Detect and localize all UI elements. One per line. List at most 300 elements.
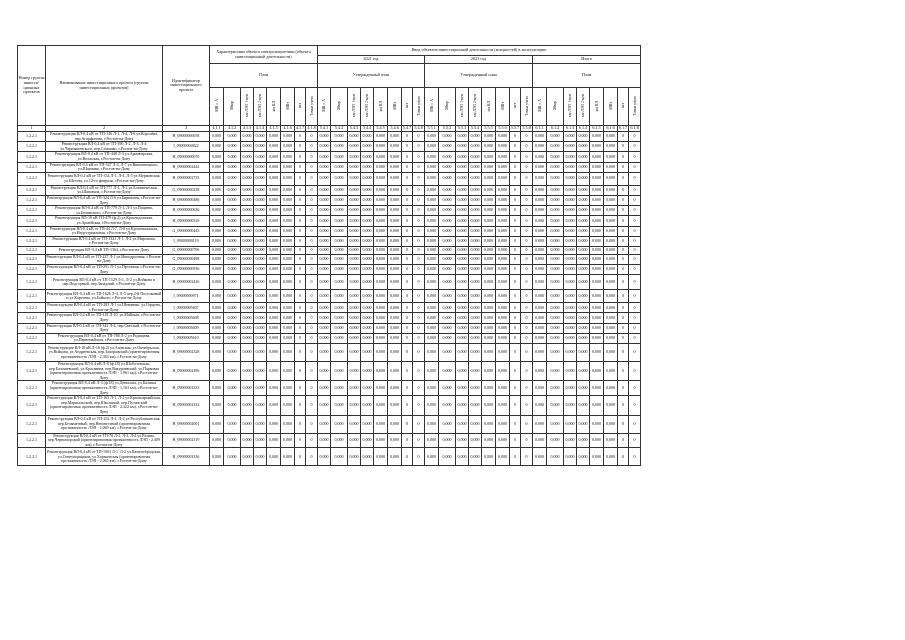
row-group: 1.2.2.1 [18,448,46,466]
row-value: 0,000 [439,216,456,226]
row-value: 0 [295,433,306,448]
row-value: 0 [295,236,306,246]
header-unit-text: МВт [608,101,613,110]
row-value: 0,000 [577,132,590,142]
row-value: 0 [521,323,533,333]
row-value: 0 [402,381,413,396]
row-value: 0,000 [496,333,510,343]
row-value: 0,000 [604,362,618,381]
row-value: 0,000 [224,206,241,216]
row-group: 1.2.2.1 [18,236,46,246]
row-value: 0 [629,275,641,290]
row-value: 0,000 [469,132,482,142]
row-value: 0,000 [577,152,590,162]
row-value: 0,000 [267,185,281,195]
row-value: 0,000 [348,216,361,226]
row-value: 0 [510,206,521,216]
row-value: 0,000 [374,226,388,236]
row-value: 0,000 [331,275,348,290]
row-value: 0,000 [469,226,482,236]
row-value: 0,000 [210,381,224,396]
header-unit [439,88,456,126]
header-unit-text: Мвар [445,101,449,111]
row-value: 0,000 [604,275,618,290]
row-value: 0,000 [281,162,295,172]
row-value: 0 [618,236,629,246]
row-value: 0 [629,162,641,172]
row-value: 0,000 [361,185,374,195]
row-value: 0,000 [241,333,254,343]
row-project-id: I_09000005608 [163,313,210,323]
row-value: 0,000 [604,185,618,195]
header-unit [348,88,361,126]
row-value: 0,000 [564,290,577,303]
row-group: 1.2.2.1 [18,344,46,362]
row-value: 0 [295,206,306,216]
row-value: 0,000 [318,433,331,448]
row-value: 0 [295,290,306,303]
header-column-number: 5.4.2 [331,126,348,132]
row-project-name: Реконструкция ВЛ-10 кВ Л-16 (ф.2) ул.Азовская, ул.Октябрьская, ул.Войкова, ул.Андреевская, пер.Запорожский (ориентировочная протяженность ЛЭП - 2,363 км), г.Ростов-на-Дону [46,344,163,362]
row-value: 0,000 [577,275,590,290]
row-value: 0 [510,142,521,152]
row-value: 0,000 [439,246,456,254]
row-value: 0,000 [388,195,402,205]
header-plan-2: План [533,64,641,88]
row-value: 0 [402,323,413,333]
row-value: 0,000 [210,448,224,466]
row-value: 0,000 [496,236,510,246]
header-column-number: 5.4.3 [348,126,361,132]
row-value: 0,000 [590,142,604,152]
row-value: 0,000 [439,265,456,275]
row-value: 0 [510,396,521,415]
row-value: 0,000 [361,195,374,205]
row-value: 0,000 [267,162,281,172]
row-value: 0,000 [469,396,482,415]
row-value: 0,000 [482,275,496,290]
row-project-id: H_09000002333 [163,381,210,396]
row-project-id: I_09000000119 [163,236,210,246]
row-value: 0,000 [331,433,348,448]
row-value: 0 [629,362,641,381]
row-value: 0 [413,246,425,254]
header-unit-text: км ЛЭП 1-цеп [245,94,249,118]
row-value: 0,000 [318,236,331,246]
row-value: 0,000 [425,246,439,254]
row-value: 0,000 [318,206,331,216]
row-value: 0,000 [374,396,388,415]
row-value: 0,000 [456,132,469,142]
row-value: 0,000 [318,142,331,152]
row-value: 0 [521,206,533,216]
row-value: 0 [413,313,425,323]
row-value: 0,000 [267,323,281,333]
row-value: 0 [510,132,521,142]
row-value: 0,000 [281,265,295,275]
row-value: 0,000 [547,303,564,313]
row-value: 0 [306,152,318,162]
row-value: 0,000 [482,448,496,466]
row-value: 0,000 [564,333,577,343]
row-value: 0,000 [496,303,510,313]
row-value: 0,000 [469,433,482,448]
row-value: 0 [295,246,306,254]
row-value: 0,000 [374,152,388,162]
row-value: 0 [521,254,533,264]
row-value: 0,000 [482,226,496,236]
row-value: 0,000 [547,216,564,226]
row-value: 0,000 [254,142,267,152]
row-value: 0 [510,236,521,246]
row-value: 0,000 [254,323,267,333]
row-value: 0,000 [267,216,281,226]
row-value: 0,000 [348,162,361,172]
row-value: 0 [295,195,306,205]
row-value: 0,000 [241,396,254,415]
row-project-id: H_09000002319 [163,433,210,448]
row-project-name: Реконструкция ВЛ-0,4 кВ от ТП-1626 Л-4, Л-5 пер.2-й Поселковый и ул.Картчева, ул.Бойкого, г.Ростов-на-Дону [46,290,163,303]
row-value: 0,000 [496,275,510,290]
row-value: 0,000 [254,226,267,236]
row-value: 0 [510,333,521,343]
row-value: 0,000 [267,362,281,381]
row-value: 0,000 [318,195,331,205]
row-value: 0 [618,313,629,323]
row-value: 0 [618,275,629,290]
row-value: 0,000 [547,185,564,195]
row-value: 0 [402,236,413,246]
row-value: 0,000 [388,381,402,396]
row-value: 0,000 [590,396,604,415]
table-row [18,333,641,343]
table-row [18,448,641,466]
row-value: 0,000 [254,303,267,313]
row-value: 0,000 [267,396,281,415]
row-value: 0,000 [388,246,402,254]
row-value: 0,000 [281,195,295,205]
header-unit [267,88,281,126]
table-row [18,275,641,290]
row-value: 0 [402,226,413,236]
row-value: 0,000 [388,396,402,415]
row-value: 0,000 [496,433,510,448]
row-value: 0,000 [361,216,374,226]
row-value: 0,000 [439,448,456,466]
row-project-id: H_09000000070 [163,152,210,162]
header-unit-text: шт [405,103,409,108]
row-value: 0,000 [254,448,267,466]
row-value: 0 [629,254,641,264]
header-unit-text: км ЛЭП 1-цеп [352,94,356,118]
row-value: 0,000 [210,206,224,216]
row-value: 0,000 [241,362,254,381]
row-value: 0,000 [241,132,254,142]
row-value: 0,000 [456,236,469,246]
header-column-number: 6.1.5 [590,126,604,132]
row-value: 0,000 [254,433,267,448]
table-row [18,206,641,216]
header-column-number: 1 [18,126,46,132]
row-value: 0,000 [210,254,224,264]
row-group: 1.2.2.1 [18,396,46,415]
row-value: 0,000 [482,362,496,381]
row-value: 0,000 [318,132,331,142]
row-value: 0,000 [254,290,267,303]
row-value: 0,000 [210,162,224,172]
row-value: 0,000 [241,142,254,152]
row-value: 0,000 [456,448,469,466]
row-value: 0 [306,265,318,275]
row-value: 0,000 [254,216,267,226]
table-row [18,172,641,185]
row-value: 0,000 [348,333,361,343]
row-value: 0 [413,185,425,195]
row-value: 0,000 [267,333,281,343]
row-value: 0,000 [533,415,547,433]
row-value: 0,000 [547,344,564,362]
row-value: 0,000 [496,226,510,236]
row-value: 0,000 [482,265,496,275]
row-value: 0,000 [361,448,374,466]
row-value: 0,000 [318,362,331,381]
row-value: 0 [618,396,629,415]
row-value: 0,000 [496,448,510,466]
row-value: 0,000 [564,142,577,152]
row-value: 0,000 [496,162,510,172]
row-project-name: Реконструкция ВЛ-0,4 кВ от ТП-779 Л-1, Л-3 ул.Пацаева, ул.Белинского, г.Ростов-на-Дону [46,206,163,216]
row-value: 0,000 [348,303,361,313]
row-value: 0 [510,381,521,396]
row-value: 0,000 [224,162,241,172]
header-total: Итого [533,56,641,64]
row-value: 0,000 [374,415,388,433]
header-project-id: Идентификатор инвестиционного проекта [163,46,210,126]
row-group: 1.2.2.1 [18,381,46,396]
header-unit [425,88,439,126]
header-column-number: 4.1.8 [307,125,316,131]
row-value: 0,000 [469,275,482,290]
row-value: 0 [618,415,629,433]
row-value: 0,000 [439,362,456,381]
row-value: 0,000 [496,142,510,152]
row-value: 0 [629,226,641,236]
row-value: 0,000 [254,236,267,246]
row-value: 0,000 [439,344,456,362]
row-value: 0,000 [564,433,577,448]
row-value: 0 [521,216,533,226]
row-value: 0,000 [210,185,224,195]
row-value: 0,000 [331,333,348,343]
row-value: 0 [413,162,425,172]
row-group: 1.2.2.1 [18,152,46,162]
row-value: 0,000 [331,415,348,433]
row-value: 0 [510,172,521,185]
row-value: 0 [413,216,425,226]
row-value: 0 [402,290,413,303]
row-value: 0,000 [577,433,590,448]
row-value: 0,000 [374,313,388,323]
row-value: 0,000 [425,313,439,323]
row-value: 0 [510,195,521,205]
row-value: 0,000 [318,323,331,333]
row-value: 0,000 [577,333,590,343]
row-value: 0,000 [331,246,348,254]
row-value: 0,000 [267,415,281,433]
row-value: 0,000 [547,162,564,172]
row-value: 0,000 [318,313,331,323]
row-value: 0,000 [425,275,439,290]
row-project-id: H_09000002442 [163,162,210,172]
row-value: 0,000 [533,381,547,396]
row-value: 0,000 [604,162,618,172]
row-value: 0,000 [374,433,388,448]
row-value: 0,000 [482,236,496,246]
row-value: 0,000 [439,333,456,343]
row-value: 0,000 [348,246,361,254]
row-value: 0,000 [425,433,439,448]
row-project-id: G_09000000443 [163,226,210,236]
row-value: 0 [402,254,413,264]
row-value: 0,000 [281,172,295,185]
row-value: 0 [413,206,425,216]
row-value: 0 [306,333,318,343]
row-value: 0,000 [456,265,469,275]
row-value: 0 [402,344,413,362]
row-value: 0 [510,185,521,195]
row-project-id: I_09000005607 [163,303,210,313]
row-value: 0,000 [533,195,547,205]
row-value: 0,000 [547,254,564,264]
row-value: 0,000 [267,172,281,185]
row-value: 0,000 [577,216,590,226]
row-value: 0,000 [361,323,374,333]
row-group: 1.2.2.1 [18,303,46,313]
row-project-id: H_09000000636 [163,206,210,216]
header-column-number: 5.5.7 [510,125,520,131]
row-value: 0 [413,448,425,466]
header-unit [374,88,388,126]
row-project-id: G_09000000796 [163,246,210,254]
row-value: 0,000 [439,396,456,415]
row-value: 0,000 [425,142,439,152]
row-value: 0 [618,185,629,195]
row-value: 0,000 [456,254,469,264]
row-value: 0,000 [254,162,267,172]
row-value: 0,000 [348,381,361,396]
row-value: 0,000 [482,313,496,323]
header-column-number: 6.1.3 [564,126,577,132]
row-value: 0,000 [456,206,469,216]
row-value: 0,000 [425,303,439,313]
row-group: 1.2.2.1 [18,433,46,448]
row-value: 0,000 [439,381,456,396]
row-value: 0 [306,303,318,313]
row-value: 0,000 [564,362,577,381]
row-value: 0 [306,448,318,466]
header-unit [496,88,510,126]
row-value: 0,000 [482,206,496,216]
row-value: 0,000 [564,162,577,172]
header-unit-text: км ЛЭП 2-цеп [473,94,477,118]
row-value: 0,000 [388,290,402,303]
header-column-number: 2 [46,126,163,132]
row-value: 0,000 [496,381,510,396]
row-value: 0 [402,313,413,323]
row-value: 0 [295,226,306,236]
row-value: 0,000 [604,236,618,246]
row-value: 0,000 [210,323,224,333]
row-value: 0 [413,344,425,362]
row-value: 0,000 [224,381,241,396]
row-value: 0,000 [590,185,604,195]
row-value: 0,000 [254,396,267,415]
row-value: 0,000 [331,362,348,381]
row-value: 0,000 [388,313,402,323]
header-column-number: 4.1.4 [254,126,267,132]
row-value: 0,000 [425,333,439,343]
row-value: 0,000 [267,313,281,323]
row-value: 0,000 [577,162,590,172]
header-unit-text: км ЛЭП 2-цеп [258,94,262,118]
row-value: 0,000 [439,152,456,162]
header-column-number: 6.1.6 [604,126,618,132]
row-value: 0,000 [547,313,564,323]
row-value: 0 [306,396,318,415]
row-value: 0,000 [224,132,241,142]
table-row [18,344,641,362]
row-value: 0,000 [547,275,564,290]
row-value: 0,000 [482,303,496,313]
row-value: 0,000 [564,396,577,415]
row-value: 0,000 [361,433,374,448]
row-value: 0,000 [318,152,331,162]
row-value: 0,000 [374,172,388,185]
row-value: 0,000 [482,415,496,433]
header-unit-text: МВт [392,101,397,110]
row-value: 0,000 [425,226,439,236]
row-value: 0,000 [469,290,482,303]
header-column-number: 6.1.8 [630,125,639,131]
header-unit [413,88,425,126]
row-value: 0,000 [281,132,295,142]
row-value: 0 [306,236,318,246]
row-value: 0,000 [210,333,224,343]
row-value: 0,000 [439,313,456,323]
row-value: 0,000 [281,448,295,466]
row-value: 0,000 [564,172,577,185]
row-value: 0,000 [439,172,456,185]
row-value: 0 [618,172,629,185]
row-value: 0,000 [361,333,374,343]
row-value: 0 [629,185,641,195]
row-value: 0,000 [224,172,241,185]
row-value: 0,000 [564,246,577,254]
row-value: 0,000 [439,142,456,152]
row-project-name: Реконструкция ВЛ-0,4 кВ от ТП-448 Л-3 ул.Армавирская, ул.Волжская, г.Ростов-на-Дону [46,152,163,162]
row-value: 0 [413,142,425,152]
row-project-id: I_09000004822 [163,142,210,152]
row-value: 0,000 [456,344,469,362]
row-value: 0 [629,344,641,362]
header-unit [306,88,318,126]
row-value: 0,000 [469,254,482,264]
row-value: 0,000 [577,206,590,216]
row-value: 0,000 [482,396,496,415]
row-value: 0,000 [267,265,281,275]
row-value: 0,000 [496,344,510,362]
row-value: 0,000 [361,265,374,275]
